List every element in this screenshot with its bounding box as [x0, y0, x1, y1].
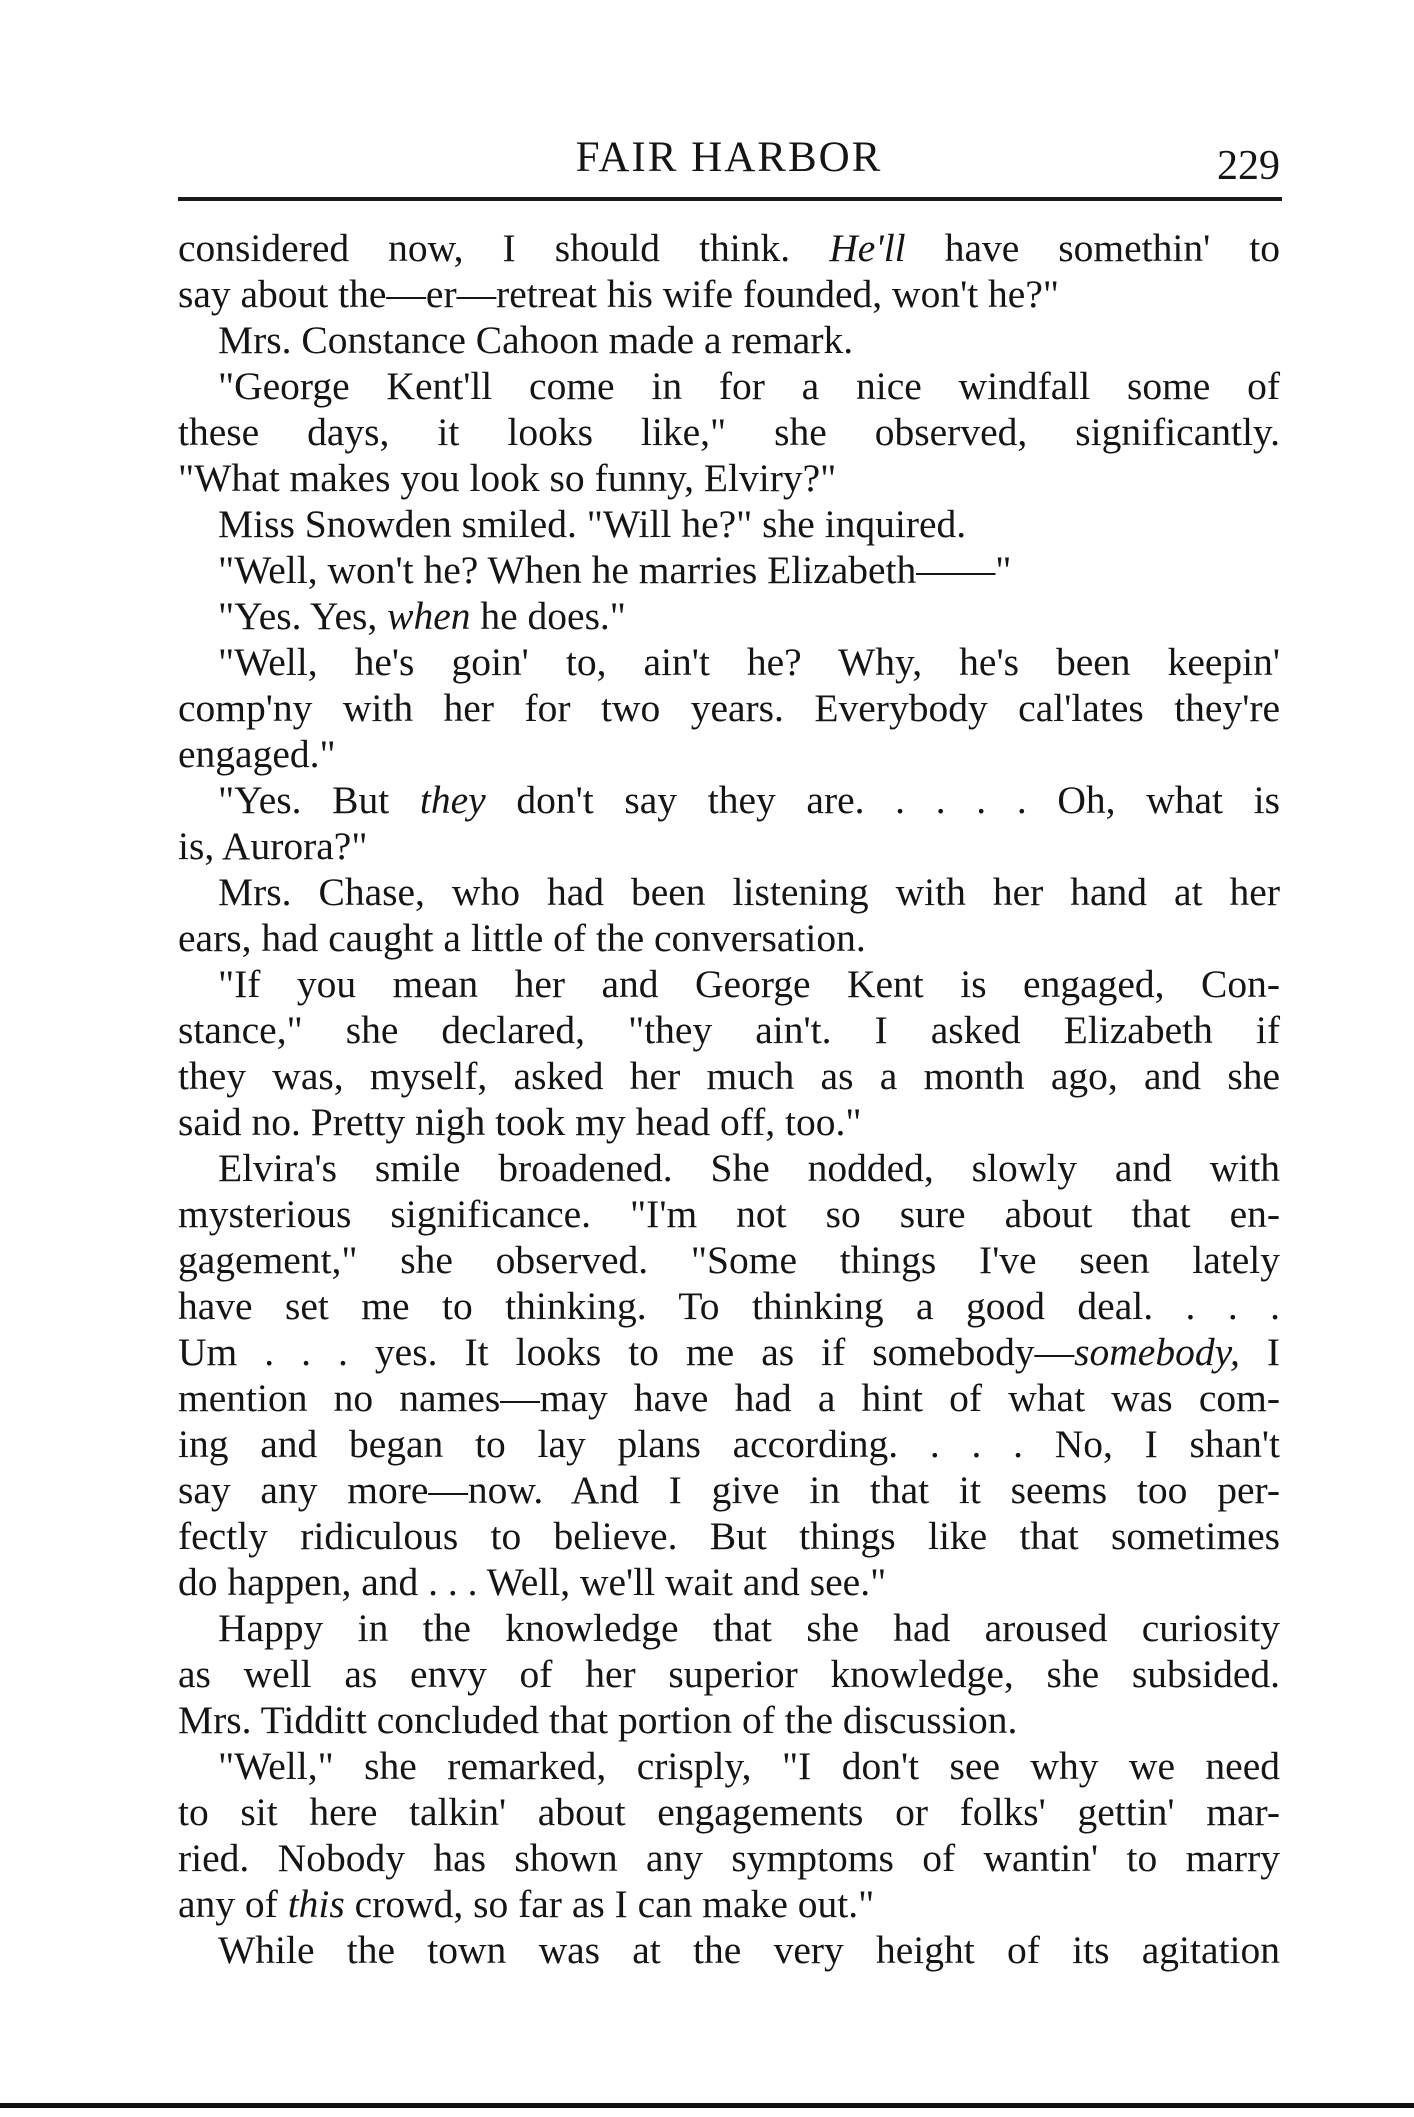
text-line	[178, 1099, 1280, 1145]
text-segment: mention no names—may have had a hint of what was com-	[178, 1376, 1280, 1420]
text-line	[178, 1191, 1280, 1237]
italic-text-segment: when	[387, 594, 471, 638]
text-segment: engaged."	[178, 732, 336, 776]
text-line	[178, 593, 1280, 639]
text-line	[178, 961, 1280, 1007]
text-segment: considered now, I should think.	[178, 226, 830, 270]
text-segment: "If you mean her and George Kent is engaged, Con-	[218, 962, 1280, 1006]
text-segment: have somethin' to	[905, 226, 1280, 270]
text-segment: these days, it looks like," she observed, significantly.	[178, 410, 1280, 454]
text-segment: ears, had caught a little of the conversation.	[178, 916, 866, 960]
text-line	[178, 869, 1280, 915]
bottom-edge-rule	[0, 2103, 1414, 2108]
text-segment: as well as envy of her superior knowledge, she subsided.	[178, 1652, 1280, 1696]
text-segment: While the town was at the very height of its agitation	[218, 1928, 1280, 1972]
running-title: FAIR HARBOR	[575, 134, 883, 181]
text-segment: have set me to thinking. To thinking a good deal. . . .	[178, 1284, 1280, 1328]
text-segment: don't say they are. . . . . Oh, what is	[485, 778, 1281, 822]
text-line	[178, 1881, 1280, 1927]
text-line	[178, 731, 1280, 777]
text-segment: said no. Pretty nigh took my head off, too."	[178, 1100, 862, 1144]
text-segment: to sit here talkin' about engagements or folks' gettin' mar-	[178, 1790, 1280, 1834]
italic-text-segment: somebody,	[1074, 1330, 1240, 1374]
text-line	[178, 1927, 1280, 1973]
text-segment: any of	[178, 1882, 288, 1926]
text-line	[178, 1421, 1280, 1467]
text-line	[178, 1513, 1280, 1559]
text-line	[178, 455, 1280, 501]
text-segment: say about the—er—retreat his wife founded, won't he?"	[178, 272, 1059, 316]
text-segment: Mrs. Tidditt concluded that portion of the discussion.	[178, 1698, 1018, 1742]
text-line	[178, 639, 1280, 685]
text-segment: "Well, he's goin' to, ain't he? Why, he's been keepin'	[218, 640, 1280, 684]
text-line	[178, 1053, 1280, 1099]
text-line	[178, 1651, 1280, 1697]
text-segment: comp'ny with her for two years. Everybody cal'lates they're	[178, 686, 1280, 730]
text-line	[178, 363, 1280, 409]
text-segment: I	[1239, 1330, 1280, 1374]
text-segment: "Yes. But	[218, 778, 420, 822]
text-line	[178, 225, 1280, 271]
text-line	[178, 685, 1280, 731]
text-line	[178, 1789, 1280, 1835]
text-segment: mysterious significance. "I'm not so sure about that en-	[178, 1192, 1280, 1236]
text-line	[178, 547, 1280, 593]
text-line	[178, 1605, 1280, 1651]
text-segment: "What makes you look so funny, Elviry?"	[178, 456, 837, 500]
text-line	[178, 1283, 1280, 1329]
text-line	[178, 1237, 1280, 1283]
text-segment: Mrs. Constance Cahoon made a remark.	[218, 318, 854, 362]
text-segment: Miss Snowden smiled. "Will he?" she inquired.	[218, 502, 967, 546]
text-line	[178, 1835, 1280, 1881]
text-line	[178, 1007, 1280, 1053]
text-segment: ried. Nobody has shown any symptoms of wantin' to marry	[178, 1836, 1280, 1880]
text-segment: gagement," she observed. "Some things I've seen lately	[178, 1238, 1280, 1282]
italic-text-segment: this	[287, 1882, 345, 1926]
text-line	[178, 409, 1280, 455]
page-number: 229	[1217, 143, 1280, 189]
text-line	[178, 501, 1280, 547]
text-segment: fectly ridiculous to believe. But things like that sometimes	[178, 1514, 1280, 1558]
text-segment: ing and began to lay plans according. . . . No, I shan't	[178, 1422, 1280, 1466]
text-line	[178, 1467, 1280, 1513]
text-line	[178, 1145, 1280, 1191]
text-segment: Happy in the knowledge that she had aroused curiosity	[218, 1606, 1280, 1650]
text-segment: he does."	[470, 594, 626, 638]
text-line	[178, 317, 1280, 363]
text-line	[178, 1743, 1280, 1789]
text-segment: "George Kent'll come in for a nice windfall some of	[218, 364, 1280, 408]
text-segment: is, Aurora?"	[178, 824, 368, 868]
italic-text-segment: He'll	[829, 226, 906, 270]
text-line	[178, 1559, 1280, 1605]
text-segment: Um . . . yes. It looks to me as if somebody—	[178, 1330, 1075, 1374]
text-line	[178, 1375, 1280, 1421]
header-rule	[178, 197, 1282, 201]
running-head	[178, 128, 1280, 188]
text-segment: say any more—now. And I give in that it seems too per-	[178, 1468, 1280, 1512]
text-segment: do happen, and . . . Well, we'll wait and see."	[178, 1560, 887, 1604]
text-segment: stance," she declared, "they ain't. I asked Elizabeth if	[178, 1008, 1280, 1052]
body-text	[178, 225, 1280, 1973]
text-line	[178, 1329, 1280, 1375]
text-line	[178, 915, 1280, 961]
text-segment: "Well, won't he? When he marries Elizabeth——"	[218, 548, 1012, 592]
text-segment: crowd, so far as I can make out."	[344, 1882, 875, 1926]
text-line	[178, 777, 1280, 823]
text-segment: "Yes. Yes,	[218, 594, 388, 638]
text-segment: Mrs. Chase, who had been listening with her hand at her	[218, 870, 1280, 914]
text-segment: they was, myself, asked her much as a month ago, and she	[178, 1054, 1280, 1098]
text-line	[178, 271, 1280, 317]
text-segment: Elvira's smile broadened. She nodded, slowly and with	[218, 1146, 1280, 1190]
text-line	[178, 823, 1280, 869]
text-line	[178, 1697, 1280, 1743]
italic-text-segment: they	[419, 778, 486, 822]
text-segment: "Well," she remarked, crisply, "I don't see why we need	[218, 1744, 1280, 1788]
